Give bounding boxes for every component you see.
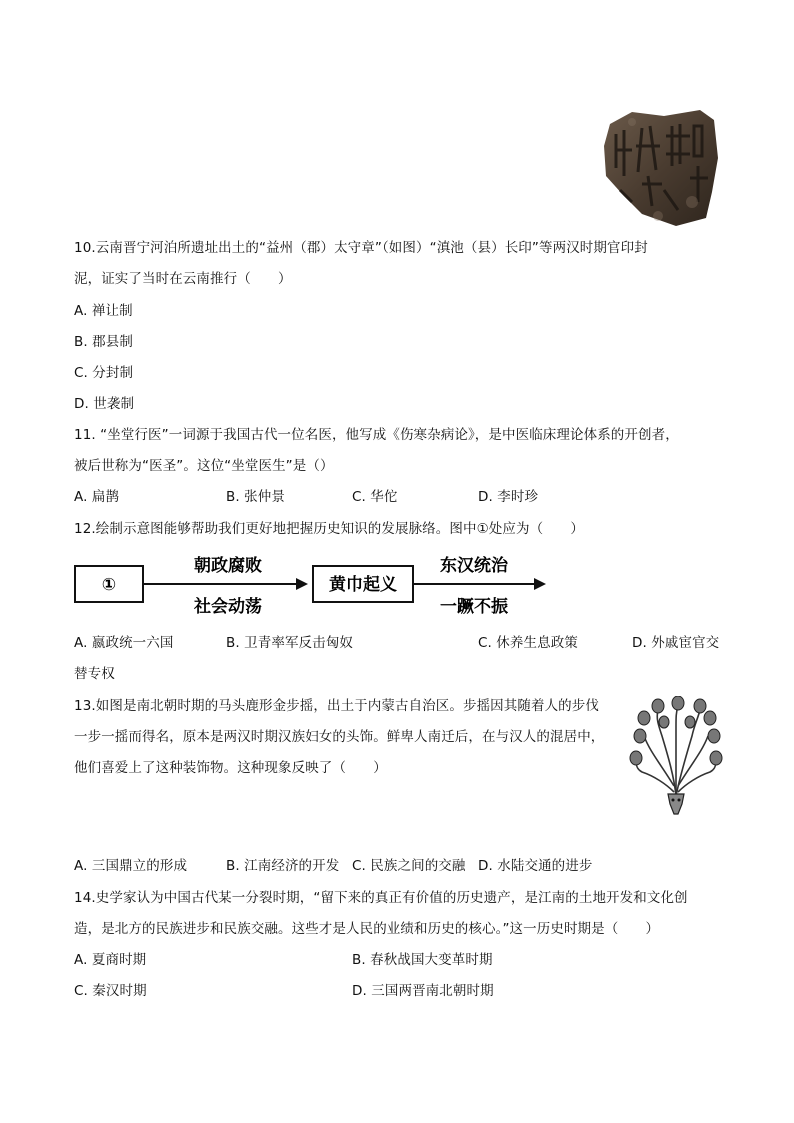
q14-option-d: D. 三国两晋南北朝时期 [352, 983, 494, 999]
gold-buyao-ornament-image [628, 696, 724, 820]
q11-option-d: D. 李时珍 [478, 489, 539, 505]
q14-stem-line1: 14.史学家认为中国古代某一分裂时期，“留下来的真正有价值的历史遗产，是江南的土地开发和文化创 [74, 890, 688, 906]
q13-stem-line1: 13.如图是南北朝时期的马头鹿形金步摇，出土于内蒙古自治区。步摇因其随着人的步伐 [74, 698, 599, 714]
flow-arrow-2-top: 东汉统治 [440, 556, 508, 576]
q10-option-b: B. 郡县制 [74, 334, 133, 350]
q11-option-c: C. 华佗 [352, 489, 398, 505]
q11-stem-line1: 11. “坐堂行医”一词源于我国古代一位名医，他写成《伤寒杂病论》，是中医临床理论体系的开创者， [74, 427, 679, 443]
q13-option-b: B. 江南经济的开发 [226, 858, 340, 874]
q13-option-a: A. 三国鼎立的形成 [74, 858, 188, 874]
q14-option-c: C. 秦汉时期 [74, 983, 147, 999]
q11-option-b: B. 张仲景 [226, 489, 285, 505]
q13-stem-line2: 一步一摇而得名，原本是两汉时期汉族妇女的头饰。鲜卑人南迁后，在与汉人的混居中， [74, 729, 605, 745]
flow-arrow-1-bottom: 社会动荡 [194, 597, 262, 617]
q13-stem-line3: 他们喜爱上了这种装饰物。这种现象反映了（ ） [74, 760, 387, 776]
q12-option-d-line2: 替专权 [74, 666, 115, 682]
q14-option-a: A. 夏商时期 [74, 952, 147, 968]
q10-option-d: D. 世袭制 [74, 396, 135, 412]
q10-stem-line1: 10.云南晋宁河泊所遗址出土的“益州（郡）太守章”（如图）“滇池（县）长印”等两汉时期官印封 [74, 240, 648, 256]
seal-clay-image [602, 106, 720, 226]
q12-option-b: B. 卫青率军反击匈奴 [226, 635, 353, 651]
q12-option-a: A. 嬴政统一六国 [74, 635, 174, 651]
q13-option-d: D. 水陆交通的进步 [478, 858, 593, 874]
flow-arrow-2-bottom: 一蹶不振 [440, 597, 508, 617]
q12-option-d-line1: D. 外戚宦官交 [632, 635, 720, 651]
q13-option-c: C. 民族之间的交融 [352, 858, 466, 874]
q12-option-c: C. 休养生息政策 [478, 635, 578, 651]
flow-box-2-label: 黄巾起义 [329, 575, 397, 595]
q10-option-c: C. 分封制 [74, 365, 134, 381]
q11-stem-line2: 被后世称为“医圣”。这位“坐堂医生”是（） [74, 458, 334, 474]
q10-stem-line2: 泥，证实了当时在云南推行（ ） [74, 271, 292, 287]
q10-option-a: A. 禅让制 [74, 303, 133, 319]
flow-box-1-label: ① [101, 575, 117, 595]
q14-option-b: B. 春秋战国大变革时期 [352, 952, 493, 968]
flow-arrow-1-top: 朝政腐败 [194, 556, 262, 576]
q12-flow-diagram [74, 550, 564, 622]
q11-option-a: A. 扁鹊 [74, 489, 120, 505]
q14-stem-line2: 造，是北方的民族进步和民族交融。这些才是人民的业绩和历史的核心。”这一历史时期是（ ） [74, 921, 660, 937]
q12-stem: 12.绘制示意图能够帮助我们更好地把握历史知识的发展脉络。图中①处应为（ ） [74, 521, 584, 537]
